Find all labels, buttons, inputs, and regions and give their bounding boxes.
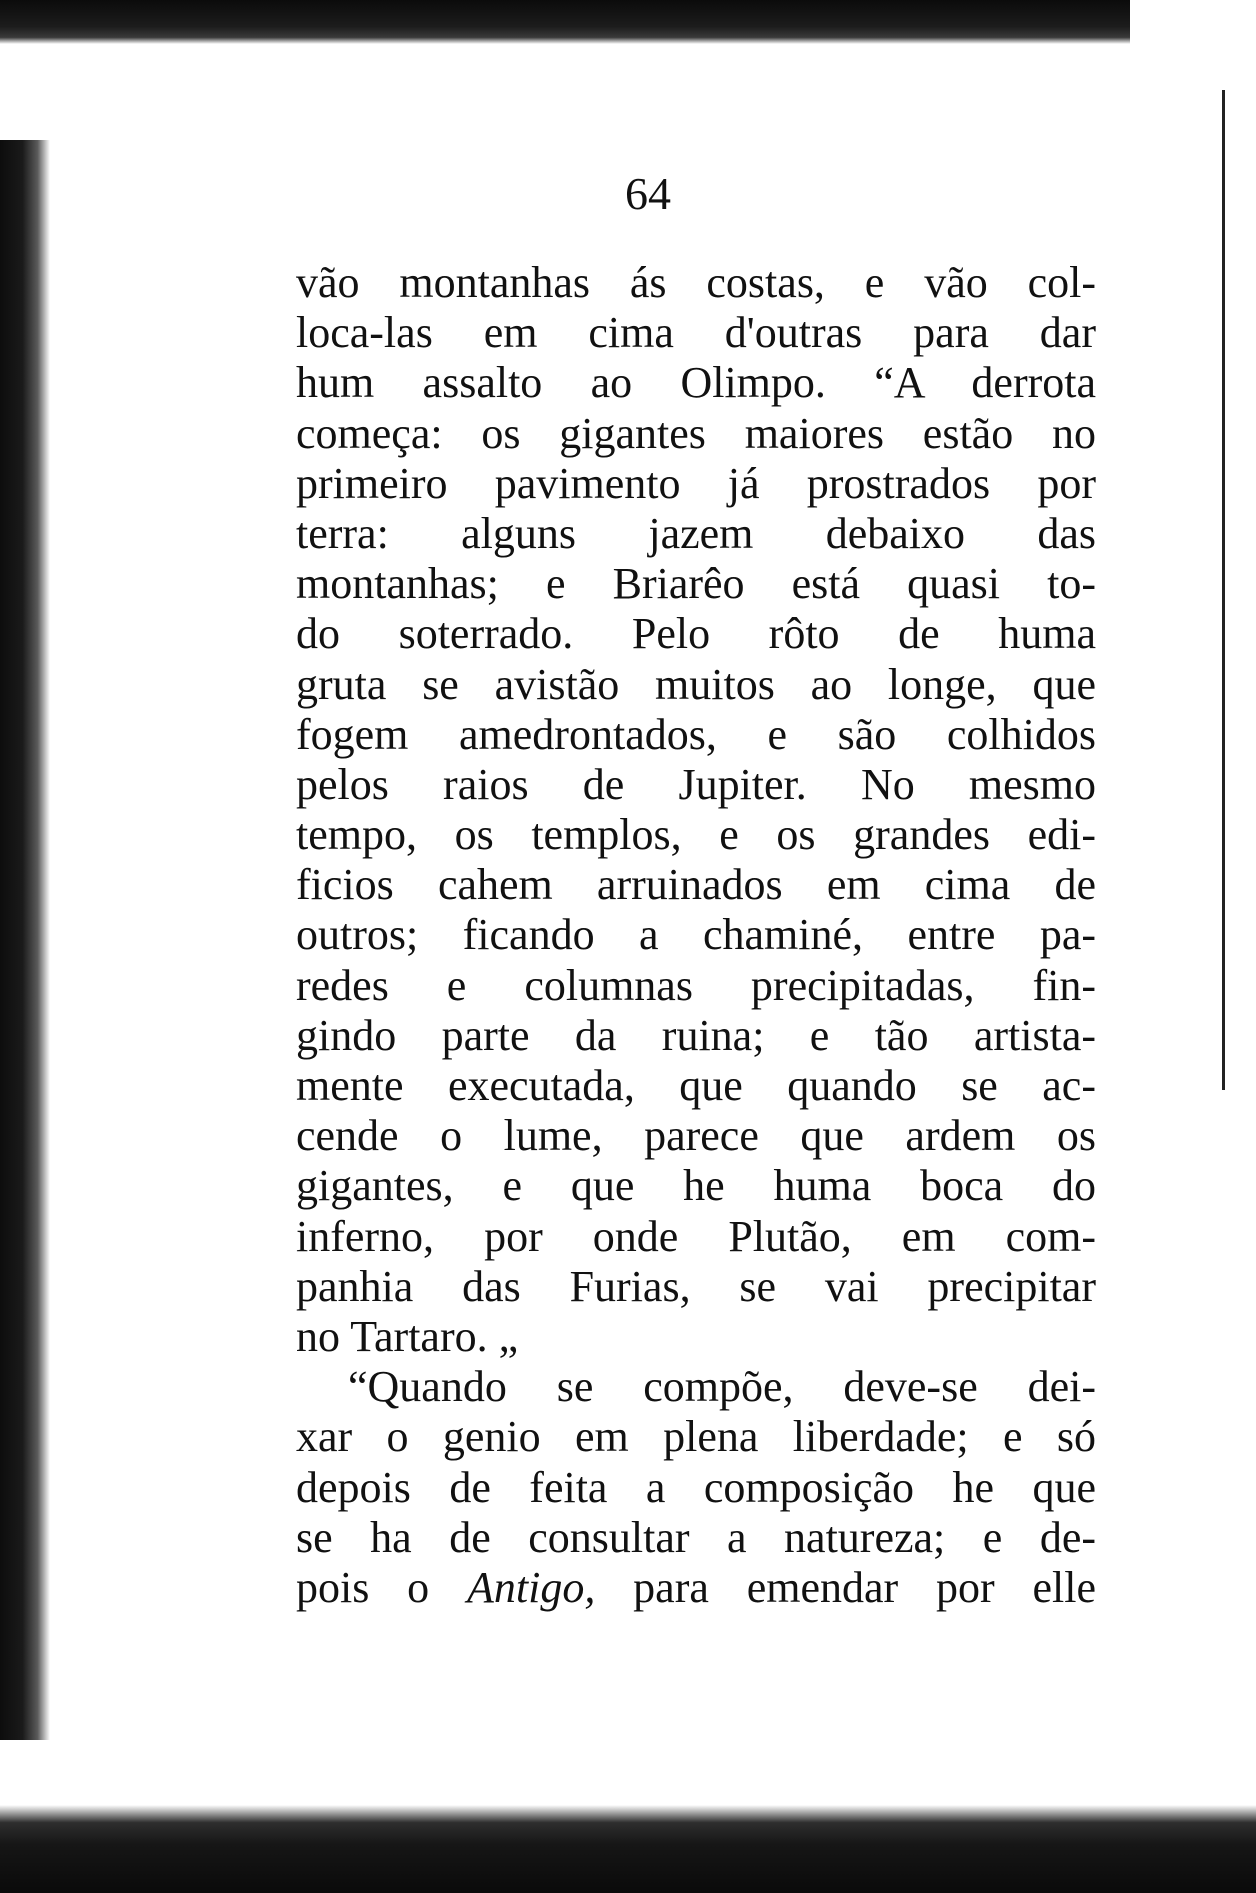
text-line: tempo, os templos, e os grandes edi- bbox=[296, 810, 1096, 860]
final-line-italic: Antigo, bbox=[467, 1562, 596, 1612]
text-line: gigantes, e que he huma boca do bbox=[296, 1161, 1096, 1211]
page-number: 64 bbox=[625, 168, 671, 219]
text-line-final bbox=[296, 1563, 1096, 1613]
final-line-after: para emendar por elle bbox=[595, 1562, 1096, 1612]
text-line: depois de feita a composição he que bbox=[296, 1462, 1096, 1512]
scan-border-bottom bbox=[0, 1805, 1256, 1893]
text-line: montanhas; e Briarêo está quasi to- bbox=[296, 559, 1096, 609]
text-line: se ha de consultar a natureza; e de- bbox=[296, 1512, 1096, 1562]
body-text bbox=[296, 258, 1096, 1613]
scan-border-top bbox=[0, 0, 1130, 44]
text-line: outros; ficando a chaminé, entre pa- bbox=[296, 910, 1096, 960]
text-line: loca-las em cima d'outras para dar bbox=[296, 308, 1096, 358]
text-line: ficios cahem arruinados em cima de bbox=[296, 860, 1096, 910]
text-line: fogem amedrontados, e são colhidos bbox=[296, 709, 1096, 759]
text-line: panhia das Furias, se vai precipitar bbox=[296, 1261, 1096, 1311]
text-line: terra: alguns jazem debaixo das bbox=[296, 508, 1096, 558]
text-line: redes e columnas precipitadas, fin- bbox=[296, 960, 1096, 1010]
text-line: vão montanhas ás costas, e vão col- bbox=[296, 258, 1096, 307]
scan-border-left bbox=[0, 140, 50, 1740]
text-line: inferno, por onde Plutão, em com- bbox=[296, 1211, 1096, 1261]
text-line: hum assalto ao Olimpo. “A derrota bbox=[296, 358, 1096, 408]
text-line-paragraph-end: no Tartaro. „ bbox=[296, 1311, 519, 1361]
text-line: gindo parte da ruina; e tão artista- bbox=[296, 1010, 1096, 1060]
text-line: cende o lume, parece que ardem os bbox=[296, 1111, 1096, 1161]
text-line: xar o genio em plena liberdade; e só bbox=[296, 1412, 1096, 1462]
scan-edge-right bbox=[1222, 90, 1225, 1090]
text-line: primeiro pavimento já prostrados por bbox=[296, 458, 1096, 508]
text-line: mente executada, que quando se ac- bbox=[296, 1061, 1096, 1110]
text-line: começa: os gigantes maiores estão no bbox=[296, 408, 1096, 458]
text-line-paragraph-start: “Quando se compõe, deve-se dei- bbox=[348, 1362, 1096, 1412]
text-line: gruta se avistão muitos ao longe, que bbox=[296, 659, 1096, 709]
text-line: pelos raios de Jupiter. No mesmo bbox=[296, 759, 1096, 809]
final-line-before: pois o bbox=[296, 1562, 468, 1612]
text-line: do soterrado. Pelo rôto de huma bbox=[296, 609, 1096, 659]
